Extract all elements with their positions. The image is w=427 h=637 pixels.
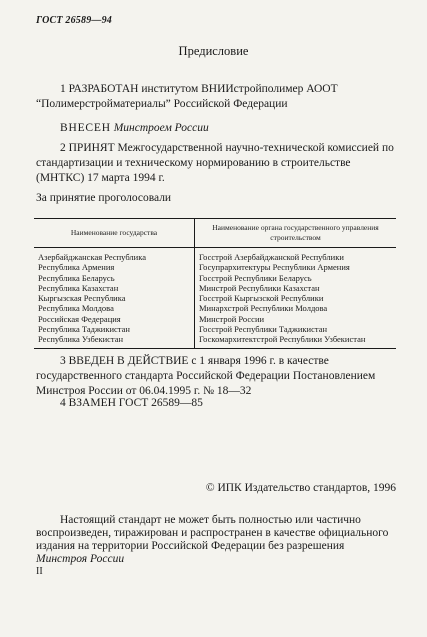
notice-authority: Минстроя России (36, 553, 125, 565)
table-cell-state: Республика Беларусь (34, 273, 195, 283)
document-header: ГОСТ 26589—94 (36, 15, 113, 26)
introduced-label: ВНЕСЕН (60, 122, 111, 134)
voting-caption: За принятие проголосовали (36, 192, 172, 204)
table-cell-authority: Госстрой Кыргызской Республики (199, 293, 324, 304)
table-row (34, 283, 396, 293)
table-cell-state: Азербайджанская Республика (34, 248, 195, 263)
page-number: II (36, 566, 43, 577)
table-row (34, 273, 396, 283)
table-cell-state: Республика Армения (34, 262, 195, 272)
voting-table (34, 218, 396, 349)
table-cell-authority: Минархстрой Республики Молдова (199, 303, 328, 314)
table-cell-state: Республика Казахстан (34, 283, 195, 293)
table-cell-state: Российская Федерация (34, 314, 195, 324)
table-row (34, 314, 396, 324)
table-header-row (34, 219, 396, 248)
page-title: Предисловие (178, 44, 249, 58)
copyright-line: © ИПК Издательство стандартов, 1996 (205, 482, 396, 494)
section-4-replaces: 4 ВЗАМЕН ГОСТ 26589—85 (60, 397, 203, 409)
table-cell-authority: Госстрой Республики Таджикистан (199, 324, 328, 335)
table-row (34, 303, 396, 313)
table-cell-authority: Госупрархитектуры Республики Армения (199, 262, 350, 273)
table-row (34, 324, 396, 334)
table-row (34, 293, 396, 303)
table-cell-authority: Госкомархитектстрой Республики Узбекистан (195, 334, 397, 348)
table-cell-authority: Минстрой Республики Казахстан (199, 282, 320, 293)
section-introduced (36, 121, 396, 136)
table-cell-authority: Минстрой России (199, 313, 265, 324)
introduced-value: Минстроем России (113, 122, 209, 134)
notice-text: Настоящий стандарт не может быть полностью или частично воспроизведен, тиражирован и распространен в качестве официального издания на территории Российской Федерации без разрешения (36, 514, 389, 552)
column-header-state: Наименование государства (34, 219, 195, 248)
reproduction-notice (36, 514, 396, 566)
table-row (34, 262, 396, 272)
table-row (34, 334, 396, 348)
table-cell-state: Кыргызская Республика (34, 293, 195, 303)
table-cell-state: Республика Таджикистан (34, 324, 195, 334)
section-1-developed: 1 РАЗРАБОТАН институтом ВНИИстройполимер АООТ “Полимерстройматериалы” Российской Федерации (36, 83, 338, 110)
table-cell-state: Республика Молдова (34, 303, 195, 313)
table-row (34, 248, 396, 263)
table-cell-authority: Госстрой Республики Беларусь (199, 272, 312, 283)
column-header-authority: Наименование органа государственного управления строительством (195, 219, 397, 248)
table-cell-authority: Госстрой Азербайджанской Республики (199, 252, 344, 262)
section-2-adopted: 2 ПРИНЯТ Межгосударственной научно-технической комиссией по стандартизации и техническому нормированию в строительстве (МНТКС) 17 марта 1994 г. (36, 142, 394, 184)
table-cell-state: Республика Узбекистан (34, 334, 195, 348)
section-3-effective: 3 ВВЕДЕН В ДЕЙСТВИЕ с 1 января 1996 г. в качестве государственного стандарта Российской Федерации Постановлением Минстроя России от 06.04.1995 г. № 18—32 (36, 355, 376, 397)
